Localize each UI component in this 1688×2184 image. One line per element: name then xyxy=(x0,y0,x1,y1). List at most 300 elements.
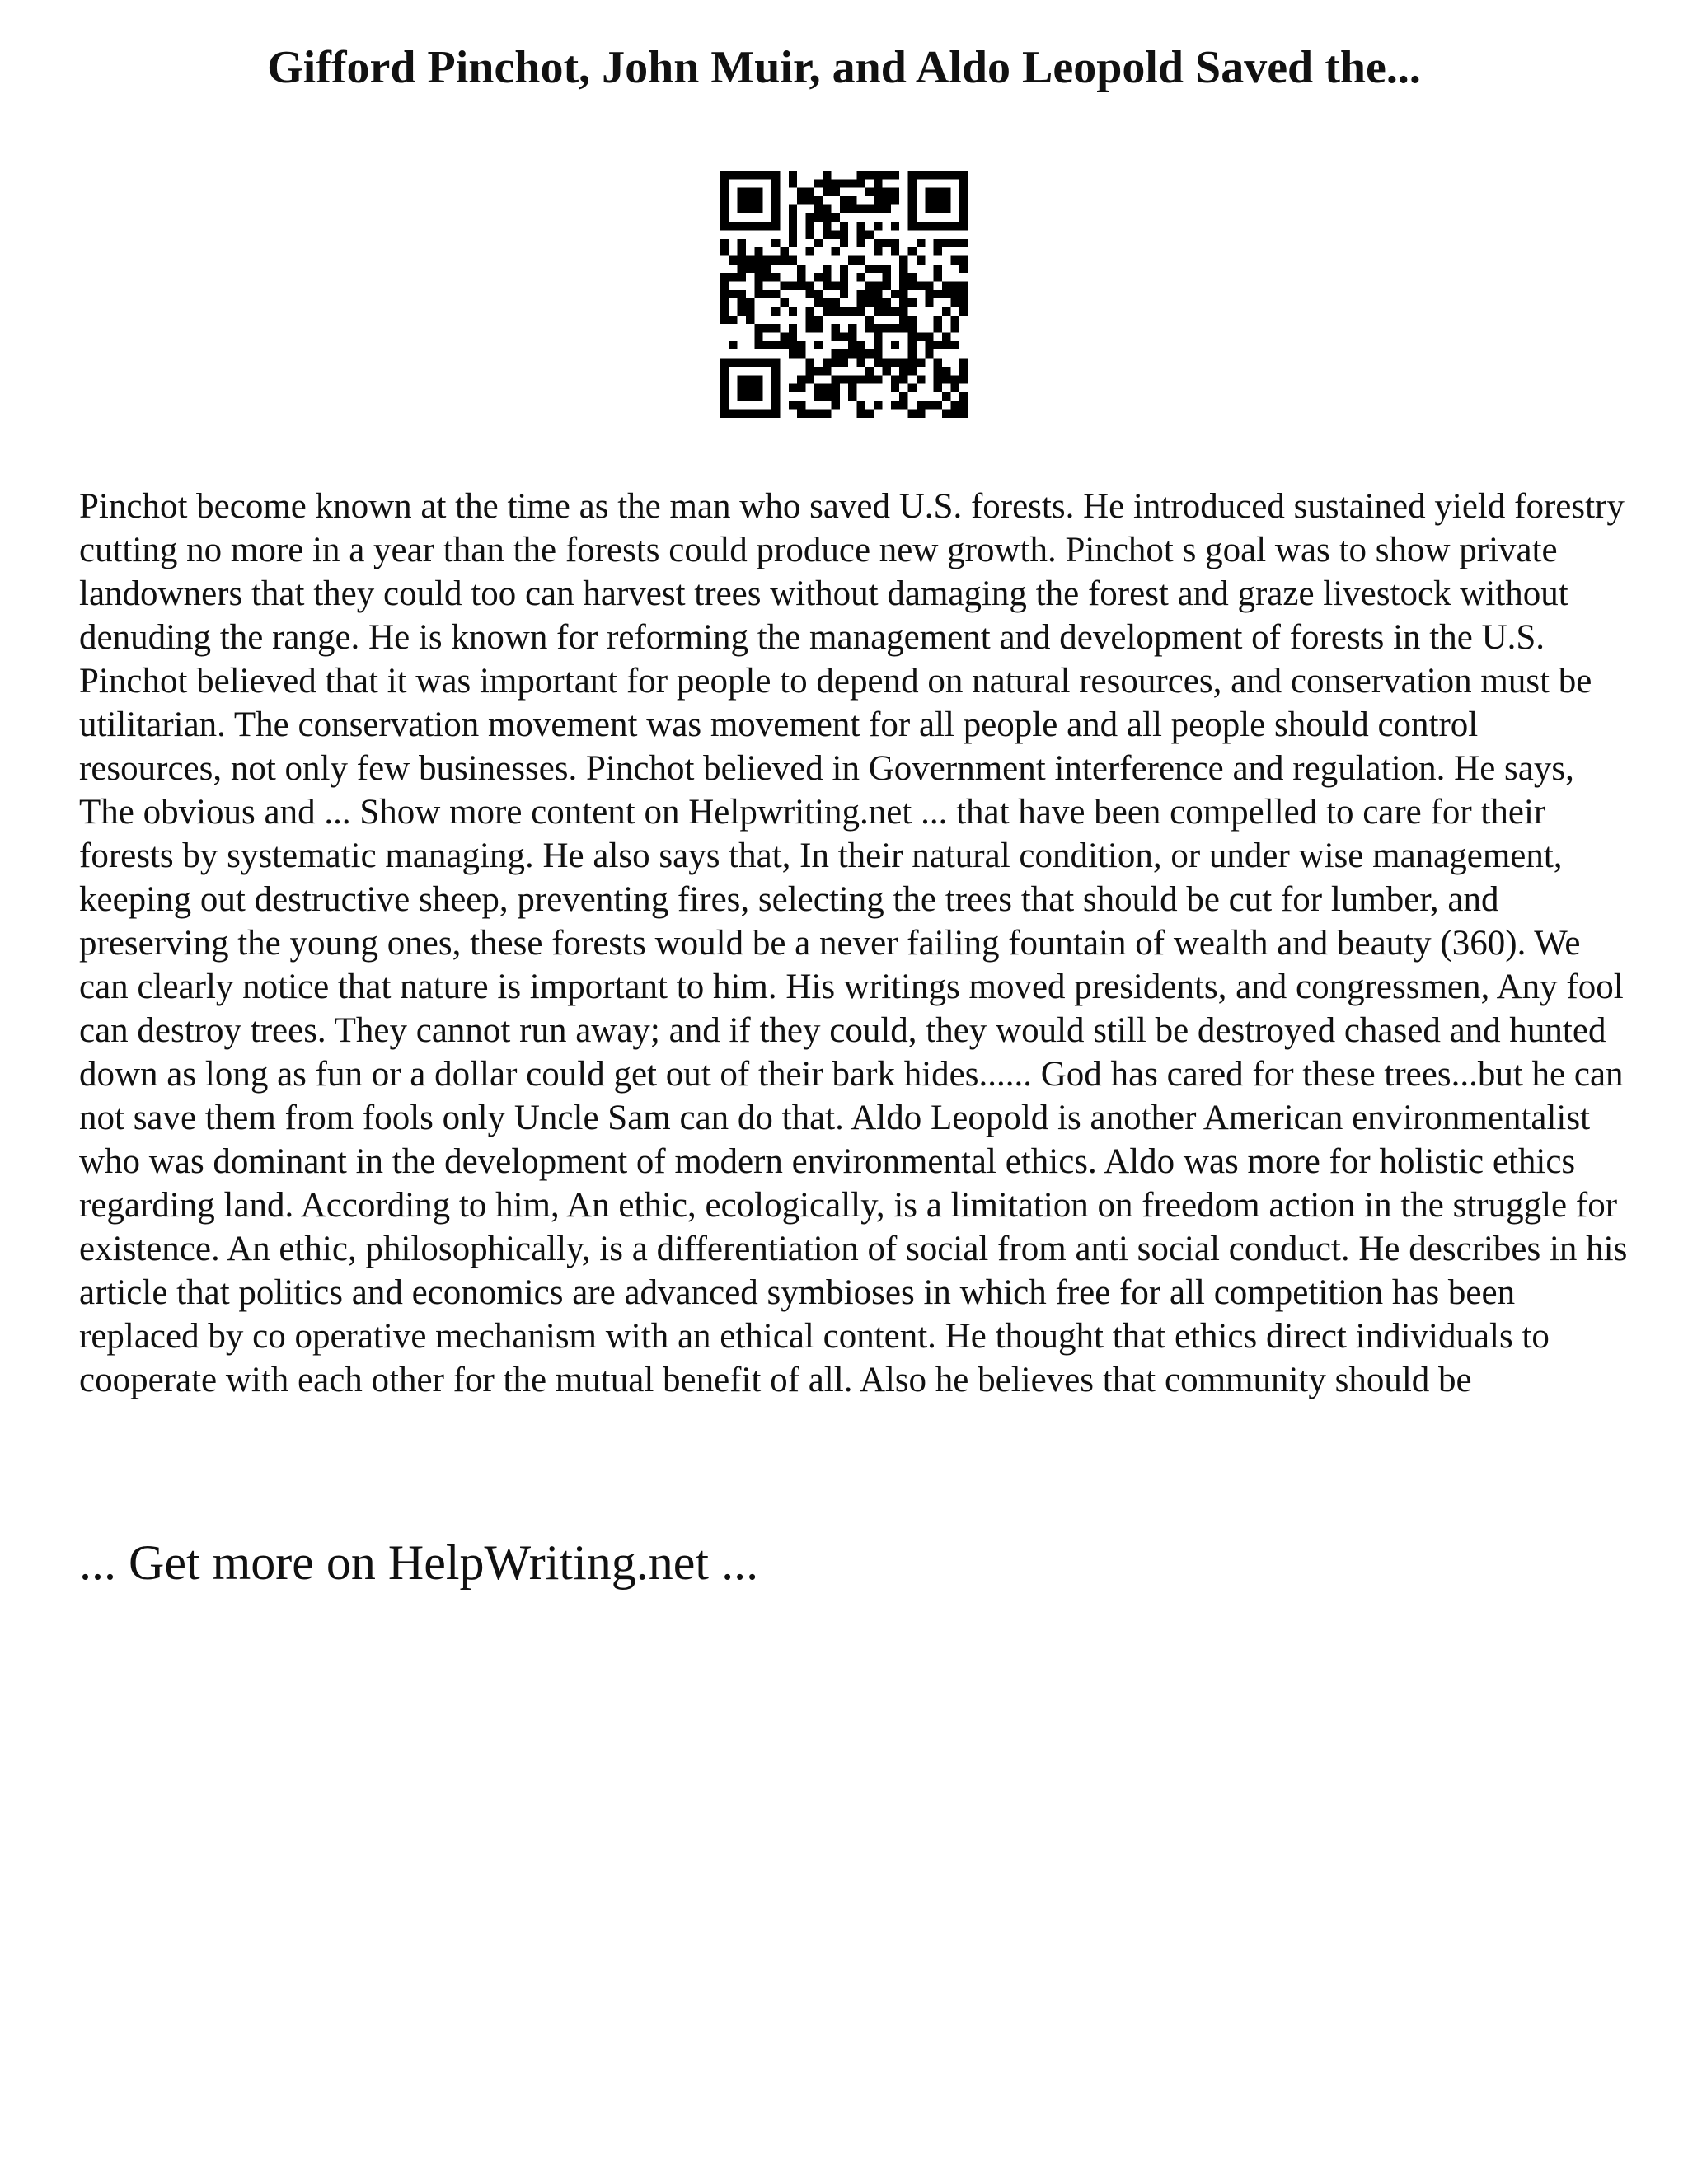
qr-module xyxy=(883,281,891,289)
qr-module xyxy=(874,281,882,289)
qr-module xyxy=(883,367,891,375)
qr-module xyxy=(857,410,865,418)
qr-module xyxy=(908,341,917,349)
qr-module xyxy=(959,307,968,316)
qr-module xyxy=(950,255,959,264)
qr-module xyxy=(823,188,831,196)
qr-module xyxy=(797,375,805,383)
qr-module xyxy=(950,401,959,409)
qr-module xyxy=(865,290,874,298)
qr-module xyxy=(857,349,865,358)
qr-module xyxy=(899,273,907,281)
qr-module xyxy=(934,273,942,281)
qr-module xyxy=(738,247,746,255)
qr-module xyxy=(908,359,917,367)
qr-module xyxy=(720,239,729,247)
qr-module xyxy=(865,375,874,383)
qr-module xyxy=(738,384,746,392)
qr-module xyxy=(805,247,814,255)
qr-module xyxy=(814,341,823,349)
qr-module xyxy=(831,298,839,307)
qr-module xyxy=(840,281,848,289)
qr-module xyxy=(934,341,942,349)
qr-module xyxy=(857,290,865,298)
qr-module xyxy=(754,341,762,349)
qr-module xyxy=(831,384,839,392)
qr-module xyxy=(746,298,754,307)
qr-module xyxy=(738,222,746,230)
qr-module xyxy=(814,410,823,418)
qr-module xyxy=(720,384,729,392)
qr-module xyxy=(840,265,848,273)
qr-module xyxy=(857,375,865,383)
qr-module xyxy=(831,230,839,238)
qr-module xyxy=(754,281,762,289)
qr-module xyxy=(746,410,754,418)
qr-module xyxy=(771,359,780,367)
qr-module xyxy=(771,204,780,213)
qr-module xyxy=(942,222,950,230)
qr-module xyxy=(883,265,891,273)
qr-module xyxy=(857,239,865,247)
qr-module xyxy=(754,410,762,418)
qr-module xyxy=(874,265,882,273)
qr-module xyxy=(805,316,814,324)
qr-module xyxy=(908,273,917,281)
qr-module xyxy=(899,375,907,383)
qr-module xyxy=(738,392,746,401)
qr-module xyxy=(950,298,959,307)
qr-module xyxy=(746,375,754,383)
qr-module xyxy=(959,179,968,187)
qr-module xyxy=(805,410,814,418)
qr-module xyxy=(891,401,899,409)
qr-module xyxy=(857,401,865,409)
qr-module xyxy=(805,290,814,298)
qr-module xyxy=(831,401,839,409)
qr-module xyxy=(942,171,950,179)
qr-module xyxy=(729,410,737,418)
qr-module xyxy=(763,273,771,281)
qr-module xyxy=(738,196,746,204)
qr-module xyxy=(848,307,856,316)
qr-module xyxy=(763,341,771,349)
qr-module xyxy=(874,196,882,204)
qr-module xyxy=(805,222,814,230)
qr-module xyxy=(840,204,848,213)
qr-module xyxy=(899,392,907,401)
qr-module xyxy=(950,281,959,289)
qr-module xyxy=(771,213,780,222)
qr-module xyxy=(814,213,823,222)
qr-module xyxy=(865,265,874,273)
qr-module xyxy=(814,179,823,187)
qr-module xyxy=(763,410,771,418)
qr-module xyxy=(754,255,762,264)
qr-module xyxy=(934,401,942,409)
qr-module xyxy=(780,298,788,307)
qr-module xyxy=(925,333,933,341)
qr-module xyxy=(823,213,831,222)
qr-module xyxy=(908,247,917,255)
qr-module xyxy=(720,196,729,204)
qr-module xyxy=(908,179,917,187)
qr-module xyxy=(848,384,856,392)
qr-module xyxy=(959,401,968,409)
qr-module xyxy=(925,188,933,196)
qr-module xyxy=(942,196,950,204)
qr-module xyxy=(899,367,907,375)
qr-module xyxy=(754,384,762,392)
qr-module xyxy=(908,384,917,392)
qr-module xyxy=(720,247,729,255)
qr-module xyxy=(857,222,865,230)
get-more-link[interactable]: ... Get more on HelpWriting.net ... xyxy=(79,1535,759,1590)
qr-module xyxy=(805,307,814,316)
qr-module xyxy=(959,196,968,204)
qr-module xyxy=(942,367,950,375)
qr-module xyxy=(720,375,729,383)
qr-module xyxy=(840,273,848,281)
qr-module xyxy=(720,273,729,281)
qr-module xyxy=(823,222,831,230)
qr-module xyxy=(874,204,882,213)
qr-module xyxy=(720,213,729,222)
qr-module xyxy=(738,298,746,307)
qr-module xyxy=(831,213,839,222)
qr-module xyxy=(805,375,814,383)
qr-module xyxy=(883,307,891,316)
qr-module xyxy=(942,375,950,383)
qr-module xyxy=(840,222,848,230)
qr-module xyxy=(797,341,805,349)
qr-module xyxy=(874,298,882,307)
qr-module xyxy=(908,222,917,230)
qr-module xyxy=(891,171,899,179)
qr-module xyxy=(934,204,942,213)
qr-module xyxy=(771,401,780,409)
qr-module xyxy=(831,333,839,341)
qr-module xyxy=(959,367,968,375)
qr-module xyxy=(891,359,899,367)
qr-module xyxy=(959,298,968,307)
qr-module xyxy=(789,204,797,213)
qr-module xyxy=(848,324,856,332)
qr-module xyxy=(874,171,882,179)
qr-module xyxy=(865,188,874,196)
qr-module xyxy=(823,281,831,289)
qr-module xyxy=(865,230,874,238)
qr-module xyxy=(840,349,848,358)
qr-module xyxy=(865,349,874,358)
qr-module xyxy=(874,341,882,349)
qr-module xyxy=(934,247,942,255)
qr-module xyxy=(805,367,814,375)
qr-module xyxy=(823,298,831,307)
qr-module xyxy=(899,265,907,273)
qr-module xyxy=(942,341,950,349)
qr-module xyxy=(763,171,771,179)
qr-module xyxy=(891,384,899,392)
qr-module xyxy=(891,375,899,383)
qr-module xyxy=(831,324,839,332)
qr-module xyxy=(899,307,907,316)
qr-module xyxy=(899,290,907,298)
qr-module xyxy=(848,349,856,358)
qr-module xyxy=(917,401,925,409)
qr-module xyxy=(865,367,874,375)
qr-module xyxy=(942,239,950,247)
qr-module xyxy=(789,239,797,247)
qr-module xyxy=(831,179,839,187)
qr-module xyxy=(908,333,917,341)
qr-module xyxy=(848,375,856,383)
qr-module xyxy=(865,324,874,332)
qr-module xyxy=(823,171,831,179)
qr-module xyxy=(771,341,780,349)
qr-module xyxy=(738,375,746,383)
qr-module xyxy=(771,273,780,281)
qr-module xyxy=(934,316,942,324)
qr-module xyxy=(934,367,942,375)
qr-module xyxy=(934,290,942,298)
qr-module xyxy=(814,273,823,281)
qr-module xyxy=(874,239,882,247)
qr-module xyxy=(925,222,933,230)
qr-module xyxy=(950,341,959,349)
qr-module xyxy=(720,401,729,409)
qr-module xyxy=(959,204,968,213)
qr-module xyxy=(823,392,831,401)
qr-module xyxy=(823,179,831,187)
qr-module xyxy=(883,204,891,213)
qr-module xyxy=(754,222,762,230)
qr-module xyxy=(899,298,907,307)
qr-module xyxy=(874,188,882,196)
qr-module xyxy=(797,384,805,392)
qr-module xyxy=(780,341,788,349)
qr-module xyxy=(959,281,968,289)
qr-module xyxy=(942,333,950,341)
qr-module xyxy=(917,171,925,179)
qr-module xyxy=(789,349,797,358)
qr-module xyxy=(848,179,856,187)
qr-module xyxy=(874,222,882,230)
qr-module xyxy=(720,204,729,213)
qr-module xyxy=(720,359,729,367)
qr-module xyxy=(729,222,737,230)
qr-module xyxy=(917,239,925,247)
qr-module xyxy=(823,384,831,392)
qr-module xyxy=(899,324,907,332)
qr-module xyxy=(942,392,950,401)
qr-module xyxy=(805,324,814,332)
qr-module xyxy=(797,265,805,273)
qr-module xyxy=(959,410,968,418)
qr-module xyxy=(797,281,805,289)
qr-module xyxy=(771,222,780,230)
qr-module xyxy=(746,204,754,213)
qr-module xyxy=(789,230,797,238)
qr-module xyxy=(763,265,771,273)
qr-module xyxy=(789,307,797,316)
qr-module xyxy=(754,375,762,383)
qr-module xyxy=(891,188,899,196)
qr-module xyxy=(814,204,823,213)
qr-module xyxy=(883,273,891,281)
qr-module xyxy=(746,392,754,401)
qr-module xyxy=(925,281,933,289)
qr-module xyxy=(754,204,762,213)
qr-module xyxy=(780,281,788,289)
qr-module xyxy=(814,316,823,324)
qr-module xyxy=(805,230,814,238)
qr-module xyxy=(874,359,882,367)
qr-module xyxy=(925,204,933,213)
qr-module xyxy=(771,179,780,187)
qr-module xyxy=(874,290,882,298)
qr-module xyxy=(959,255,968,264)
qr-module xyxy=(925,341,933,349)
qr-module xyxy=(908,298,917,307)
qr-module xyxy=(771,367,780,375)
qr-module xyxy=(874,349,882,358)
qr-module xyxy=(805,281,814,289)
qr-module xyxy=(729,255,737,264)
qr-module xyxy=(950,171,959,179)
qr-module xyxy=(942,281,950,289)
qr-module xyxy=(831,359,839,367)
qr-module xyxy=(771,392,780,401)
qr-module xyxy=(823,204,831,213)
qr-module xyxy=(891,222,899,230)
qr-module xyxy=(814,367,823,375)
qr-module xyxy=(891,239,899,247)
qr-module xyxy=(771,290,780,298)
qr-module xyxy=(865,204,874,213)
qr-module xyxy=(763,290,771,298)
qr-module xyxy=(857,171,865,179)
qr-module xyxy=(840,230,848,238)
qr-module xyxy=(746,265,754,273)
qr-module xyxy=(848,341,856,349)
qr-module xyxy=(883,239,891,247)
qr-module xyxy=(857,307,865,316)
qr-module xyxy=(738,171,746,179)
qr-module xyxy=(917,410,925,418)
qr-module xyxy=(840,359,848,367)
qr-module xyxy=(754,273,762,281)
qr-module xyxy=(857,273,865,281)
qr-module xyxy=(789,255,797,264)
qr-module xyxy=(908,281,917,289)
qr-module xyxy=(874,247,882,255)
qr-module xyxy=(771,410,780,418)
qr-module xyxy=(925,196,933,204)
qr-module xyxy=(789,384,797,392)
qr-module xyxy=(771,188,780,196)
qr-module xyxy=(738,255,746,264)
qr-module xyxy=(934,222,942,230)
qr-module xyxy=(908,349,917,358)
qr-module xyxy=(831,281,839,289)
qr-module xyxy=(925,290,933,298)
qr-module xyxy=(908,196,917,204)
qr-module xyxy=(729,171,737,179)
qr-module xyxy=(925,349,933,358)
qr-module xyxy=(814,324,823,332)
qr-module xyxy=(959,359,968,367)
qr-module xyxy=(917,281,925,289)
qr-module xyxy=(959,375,968,383)
qr-module xyxy=(720,171,729,179)
qr-module xyxy=(729,290,737,298)
qr-code-icon xyxy=(720,171,968,418)
qr-module xyxy=(831,188,839,196)
qr-module xyxy=(746,384,754,392)
qr-module xyxy=(857,255,865,264)
qr-module xyxy=(729,316,737,324)
qr-module xyxy=(883,171,891,179)
qr-module xyxy=(857,179,865,187)
qr-module xyxy=(771,307,780,316)
qr-module xyxy=(865,281,874,289)
qr-module xyxy=(959,222,968,230)
qr-module xyxy=(891,341,899,349)
qr-module xyxy=(950,222,959,230)
qr-module xyxy=(823,307,831,316)
qr-module xyxy=(738,265,746,273)
qr-module xyxy=(934,196,942,204)
qr-module xyxy=(754,324,762,332)
qr-module xyxy=(840,196,848,204)
qr-module xyxy=(917,333,925,341)
qr-module xyxy=(805,359,814,367)
qr-module xyxy=(797,349,805,358)
qr-module xyxy=(950,316,959,324)
qr-module xyxy=(720,316,729,324)
qr-module xyxy=(891,324,899,332)
qr-module xyxy=(840,307,848,316)
qr-module xyxy=(840,239,848,247)
qr-module xyxy=(763,324,771,332)
qr-module xyxy=(840,179,848,187)
qr-module xyxy=(771,239,780,247)
page-title: Gifford Pinchot, John Muir, and Aldo Leopold Saved the... xyxy=(267,42,1421,93)
qr-module xyxy=(950,384,959,392)
qr-module xyxy=(883,359,891,367)
qr-module xyxy=(874,179,882,187)
qr-module xyxy=(917,359,925,367)
qr-module xyxy=(891,290,899,298)
qr-module xyxy=(950,410,959,418)
qr-module xyxy=(865,410,874,418)
qr-module xyxy=(934,188,942,196)
qr-module xyxy=(942,410,950,418)
qr-module xyxy=(738,204,746,213)
qr-module xyxy=(738,410,746,418)
qr-module xyxy=(771,255,780,264)
qr-module xyxy=(823,265,831,273)
qr-module xyxy=(746,222,754,230)
qr-module xyxy=(934,239,942,247)
qr-module xyxy=(738,290,746,298)
qr-module xyxy=(934,171,942,179)
qr-module xyxy=(746,307,754,316)
qr-module xyxy=(848,333,856,341)
qr-module xyxy=(857,204,865,213)
qr-module xyxy=(874,307,882,316)
